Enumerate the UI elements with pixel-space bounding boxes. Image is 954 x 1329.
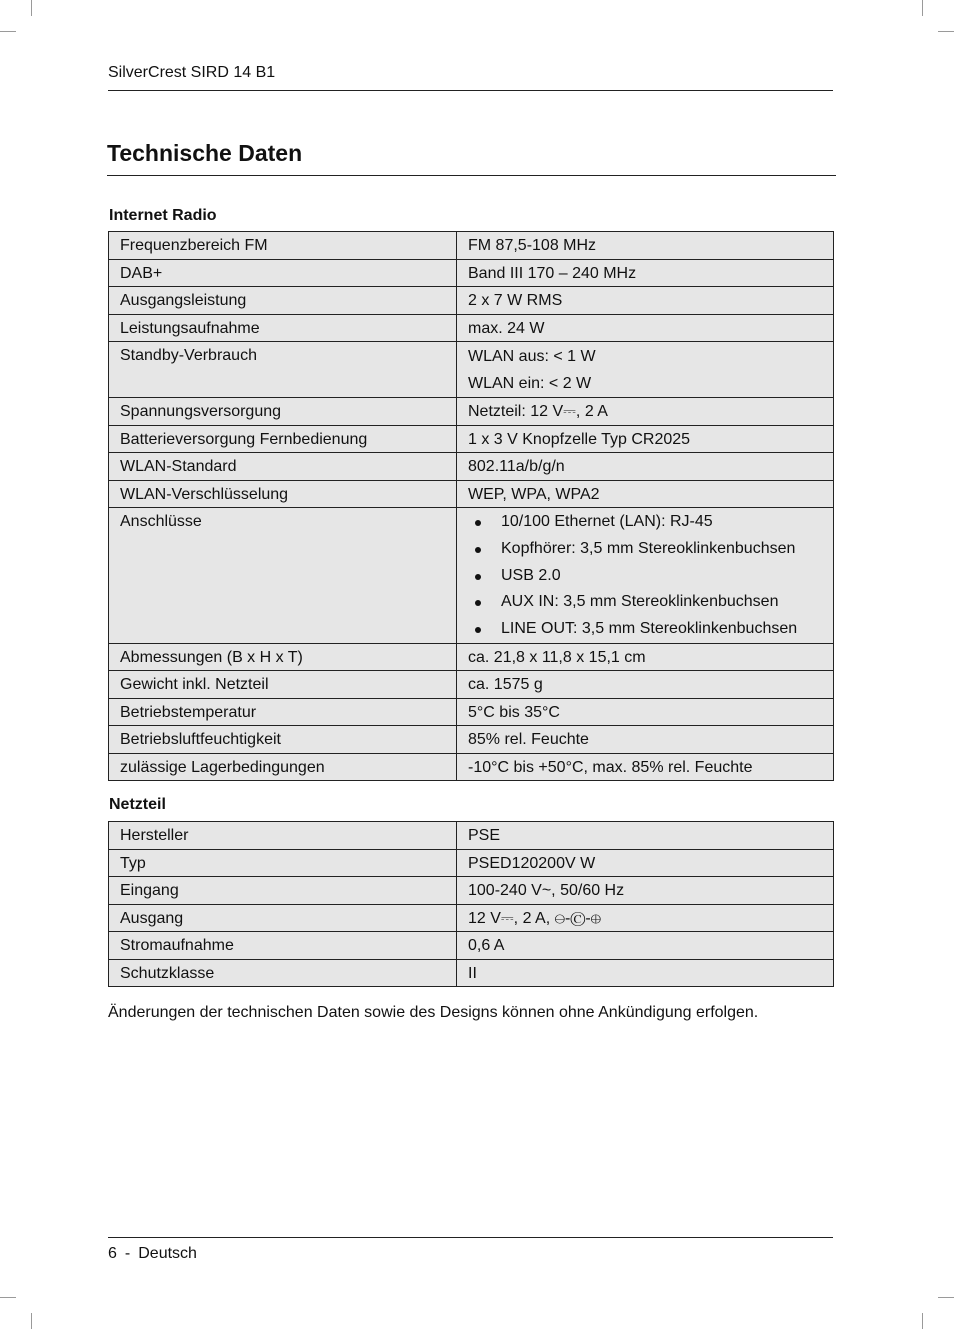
spec-value-line: 100-240 V~, 50/60 Hz (468, 882, 625, 899)
spec-row (109, 287, 834, 315)
spec-value-line: Band III 170 – 240 MHz (468, 264, 637, 282)
spec-row (109, 671, 834, 699)
spec-row (109, 398, 834, 426)
spec-value-line: ca. 21,8 x 11,8 x 15,1 cm (468, 648, 646, 666)
crop-mark (922, 1313, 923, 1329)
spec-value-line: WEP, WPA, WPA2 (468, 485, 600, 503)
spec-label: Ausgang (109, 904, 457, 932)
spec-value (457, 904, 834, 932)
list-item: LINE OUT: 3,5 mm Stereoklinkenbuchsen (468, 616, 823, 643)
spec-table-netzteil (108, 821, 834, 987)
spec-row (109, 342, 834, 398)
list-item: USB 2.0 (468, 563, 823, 590)
crop-mark (922, 0, 923, 16)
spec-row (109, 726, 834, 754)
spec-label: Eingang (109, 877, 457, 905)
spec-value (457, 453, 834, 481)
spec-label: Hersteller (109, 822, 457, 850)
spec-value (457, 643, 834, 671)
spec-value (457, 877, 834, 905)
page-number: 6 (108, 1245, 117, 1262)
spec-value (457, 398, 834, 426)
spec-label: Ausgangsleistung (109, 287, 457, 315)
spec-label: WLAN-Standard (109, 453, 457, 481)
spec-value-line: 0,6 A (468, 937, 505, 954)
spec-row (109, 959, 834, 987)
spec-value-line: 2 x 7 W RMS (468, 292, 563, 309)
spec-value-line: II (468, 964, 477, 982)
spec-row (109, 508, 834, 644)
list-item: Kopfhörer: 3,5 mm Stereoklinkenbuchsen (468, 536, 823, 563)
spec-label: Typ (109, 849, 457, 877)
section-heading-internet-radio: Internet Radio (109, 207, 217, 224)
spec-row (109, 753, 834, 781)
footer-language: Deutsch (138, 1245, 197, 1262)
spec-label: Standby-Verbrauch (109, 342, 457, 398)
disclaimer-note: Änderungen der technischen Daten sowie des Designs können ohne Ankündigung erfolgen. (108, 1004, 759, 1021)
spec-row (109, 904, 834, 932)
spec-value (457, 753, 834, 781)
spec-value (457, 849, 834, 877)
spec-value (457, 232, 834, 260)
spec-value (457, 726, 834, 754)
spec-value-line: PSED120200V W (468, 854, 596, 872)
crop-mark (938, 1297, 954, 1298)
footer-separator: - (124, 1245, 131, 1262)
spec-value (457, 932, 834, 960)
spec-row (109, 232, 834, 260)
spec-label: Anschlüsse (109, 508, 457, 644)
product-name: SilverCrest SIRD 14 B1 (108, 64, 276, 81)
spec-value (457, 671, 834, 699)
spec-label: WLAN-Verschlüsselung (109, 480, 457, 508)
spec-label: Stromaufnahme (109, 932, 457, 960)
spec-value-line: max. 24 W (468, 319, 545, 337)
spec-row (109, 480, 834, 508)
spec-label: Betriebstemperatur (109, 698, 457, 726)
spec-value-line: 1 x 3 V Knopfzelle Typ CR2025 (468, 430, 691, 448)
spec-value-line: 85% rel. Feuchte (468, 731, 589, 749)
crop-mark (31, 1313, 32, 1329)
running-header (108, 62, 833, 91)
spec-value (457, 287, 834, 315)
spec-value-line: FM 87,5-108 MHz (468, 237, 597, 254)
spec-table-internet-radio (108, 231, 834, 781)
spec-value (457, 425, 834, 453)
spec-label: zulässige Lagerbedingungen (109, 753, 457, 781)
spec-label: Schutzklasse (109, 959, 457, 987)
spec-value-line: Netzteil: 12 V⎓, 2 A (468, 403, 608, 420)
spec-row (109, 877, 834, 905)
spec-row (109, 425, 834, 453)
spec-value (457, 508, 834, 644)
spec-label: Leistungsaufnahme (109, 314, 457, 342)
spec-row (109, 259, 834, 287)
spec-row (109, 314, 834, 342)
connector-list (468, 509, 823, 643)
spec-label: Batterieversorgung Fernbedienung (109, 425, 457, 453)
page-footer (108, 1237, 833, 1265)
spec-value (457, 259, 834, 287)
list-item: 10/100 Ethernet (LAN): RJ-45 (468, 509, 823, 536)
spec-label: Gewicht inkl. Netzteil (109, 671, 457, 699)
crop-mark (31, 0, 32, 16)
spec-value-line: 12 V⎓, 2 A, ⊖-Ⓒ-⊕ (468, 909, 602, 927)
spec-row (109, 932, 834, 960)
crop-mark (0, 31, 16, 32)
page-title: Technische Daten (107, 138, 836, 176)
crop-mark (938, 31, 954, 32)
spec-value-line: PSE (468, 827, 501, 844)
spec-value (457, 698, 834, 726)
section-heading-netzteil: Netzteil (109, 796, 166, 813)
spec-value (457, 822, 834, 850)
spec-row (109, 643, 834, 671)
spec-value-line: WLAN aus: < 1 W (468, 348, 596, 365)
spec-label: Spannungsversorgung (109, 398, 457, 426)
spec-value (457, 480, 834, 508)
spec-row (109, 822, 834, 850)
spec-value-line: ca. 1575 g (468, 676, 543, 694)
crop-mark (0, 1297, 16, 1298)
spec-value (457, 959, 834, 987)
spec-label: Abmessungen (B x H x T) (109, 643, 457, 671)
spec-value-line: 5°C bis 35°C (468, 703, 560, 721)
spec-value-line: WLAN ein: < 2 W (468, 375, 592, 392)
spec-value-line: 802.11a/b/g/n (468, 458, 565, 475)
spec-row (109, 849, 834, 877)
spec-label: Betriebsluftfeuchtigkeit (109, 726, 457, 754)
spec-value (457, 342, 834, 398)
spec-label: DAB+ (109, 259, 457, 287)
list-item: AUX IN: 3,5 mm Stereoklinkenbuchsen (468, 589, 823, 616)
spec-row (109, 698, 834, 726)
spec-value-line: -10°C bis +50°C, max. 85% rel. Feuchte (468, 758, 753, 776)
spec-row (109, 453, 834, 481)
spec-label: Frequenzbereich FM (109, 232, 457, 260)
spec-value (457, 314, 834, 342)
